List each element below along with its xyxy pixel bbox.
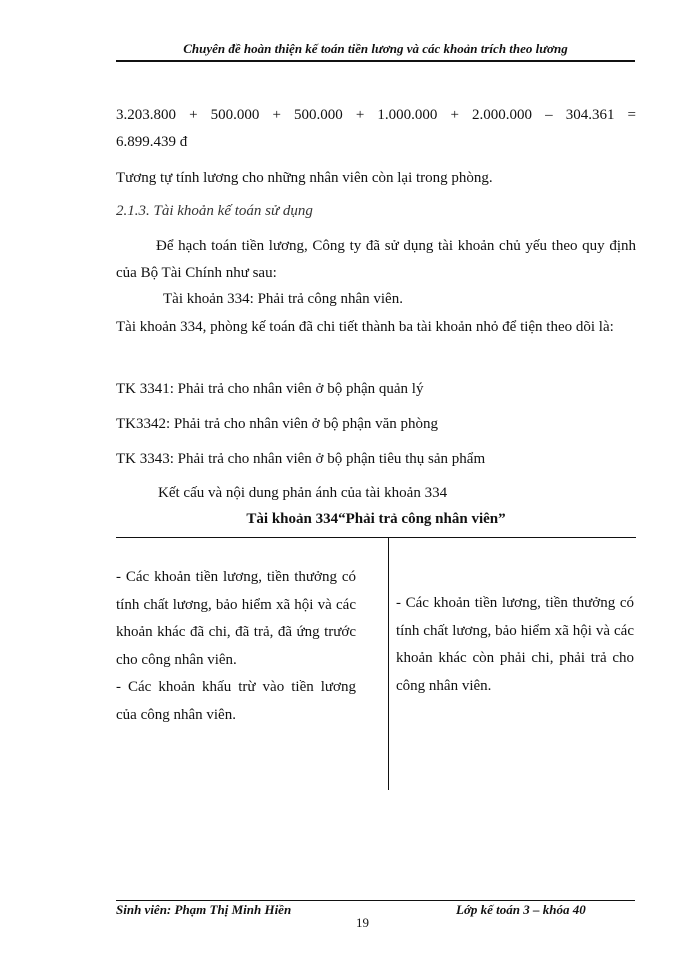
salary-equation-line-2: 6.899.439 đ (116, 134, 188, 150)
section-heading: 2.1.3. Tài khoản kế toán sử dụng (116, 203, 313, 219)
t-account-debit-side (116, 564, 356, 729)
credit-item: - Các khoản tiền lương, tiền thưởng có tính chất lương, bảo hiểm xã hội và các khoản khác còn phải chi, phải trả cho công nhân viên. (396, 595, 634, 694)
footer-student-name: Sinh viên: Phạm Thị Minh Hiền (116, 902, 292, 917)
paragraph-similar-calculation: Tương tự tính lương cho những nhân viên còn lại trong phòng. (116, 170, 493, 186)
t-account-table (116, 537, 636, 790)
sub-account-3341: TK 3341: Phải trả cho nhân viên ở bộ phận quản lý (116, 381, 424, 397)
debit-item: - Các khoản khấu trừ vào tiền lương của công nhân viên. (116, 679, 356, 723)
t-account-title: Tài khoản 334“Phải trả công nhân viên” (246, 511, 506, 527)
page-header: Chuyên đề hoàn thiện kế toán tiền lương và các khoản trích theo lương (116, 40, 635, 62)
footer-class: Lớp kế toán 3 – khóa 40 (456, 902, 586, 917)
sub-account-3343: TK 3343: Phải trả cho nhân viên ở bộ phận tiêu thụ sản phẩm (116, 451, 486, 467)
salary-equation-line-1: 3.203.800 + 500.000 + 500.000 + 1.000.000 + 2.000.000 – 304.361 = (116, 107, 636, 123)
footer-rule (116, 900, 635, 901)
sub-account-3342: TK3342: Phải trả cho nhân viên ở bộ phận văn phòng (116, 416, 439, 432)
paragraph-intro: Để hạch toán tiền lương, Công ty đã sử dụng tài khoản chủ yếu theo quy định của Bộ Tài Chính như sau: (116, 238, 636, 281)
page-number: 19 (356, 915, 369, 930)
t-account-credit-side (396, 590, 634, 700)
structure-intro: Kết cấu và nội dung phản ánh của tài khoản 334 (158, 485, 448, 501)
account-334-line: Tài khoản 334: Phải trả công nhân viên. (163, 291, 403, 307)
debit-item: - Các khoản tiền lương, tiền thưởng có tính chất lương, bảo hiểm xã hội và các khoản khác đã chi, đã trả, đã ứng trước cho công nhân viên. (116, 569, 356, 668)
t-account-divider (388, 538, 389, 790)
paragraph-detail: Tài khoản 334, phòng kế toán đã chi tiết thành ba tài khoản nhỏ để tiện theo dõi là: (116, 319, 614, 335)
